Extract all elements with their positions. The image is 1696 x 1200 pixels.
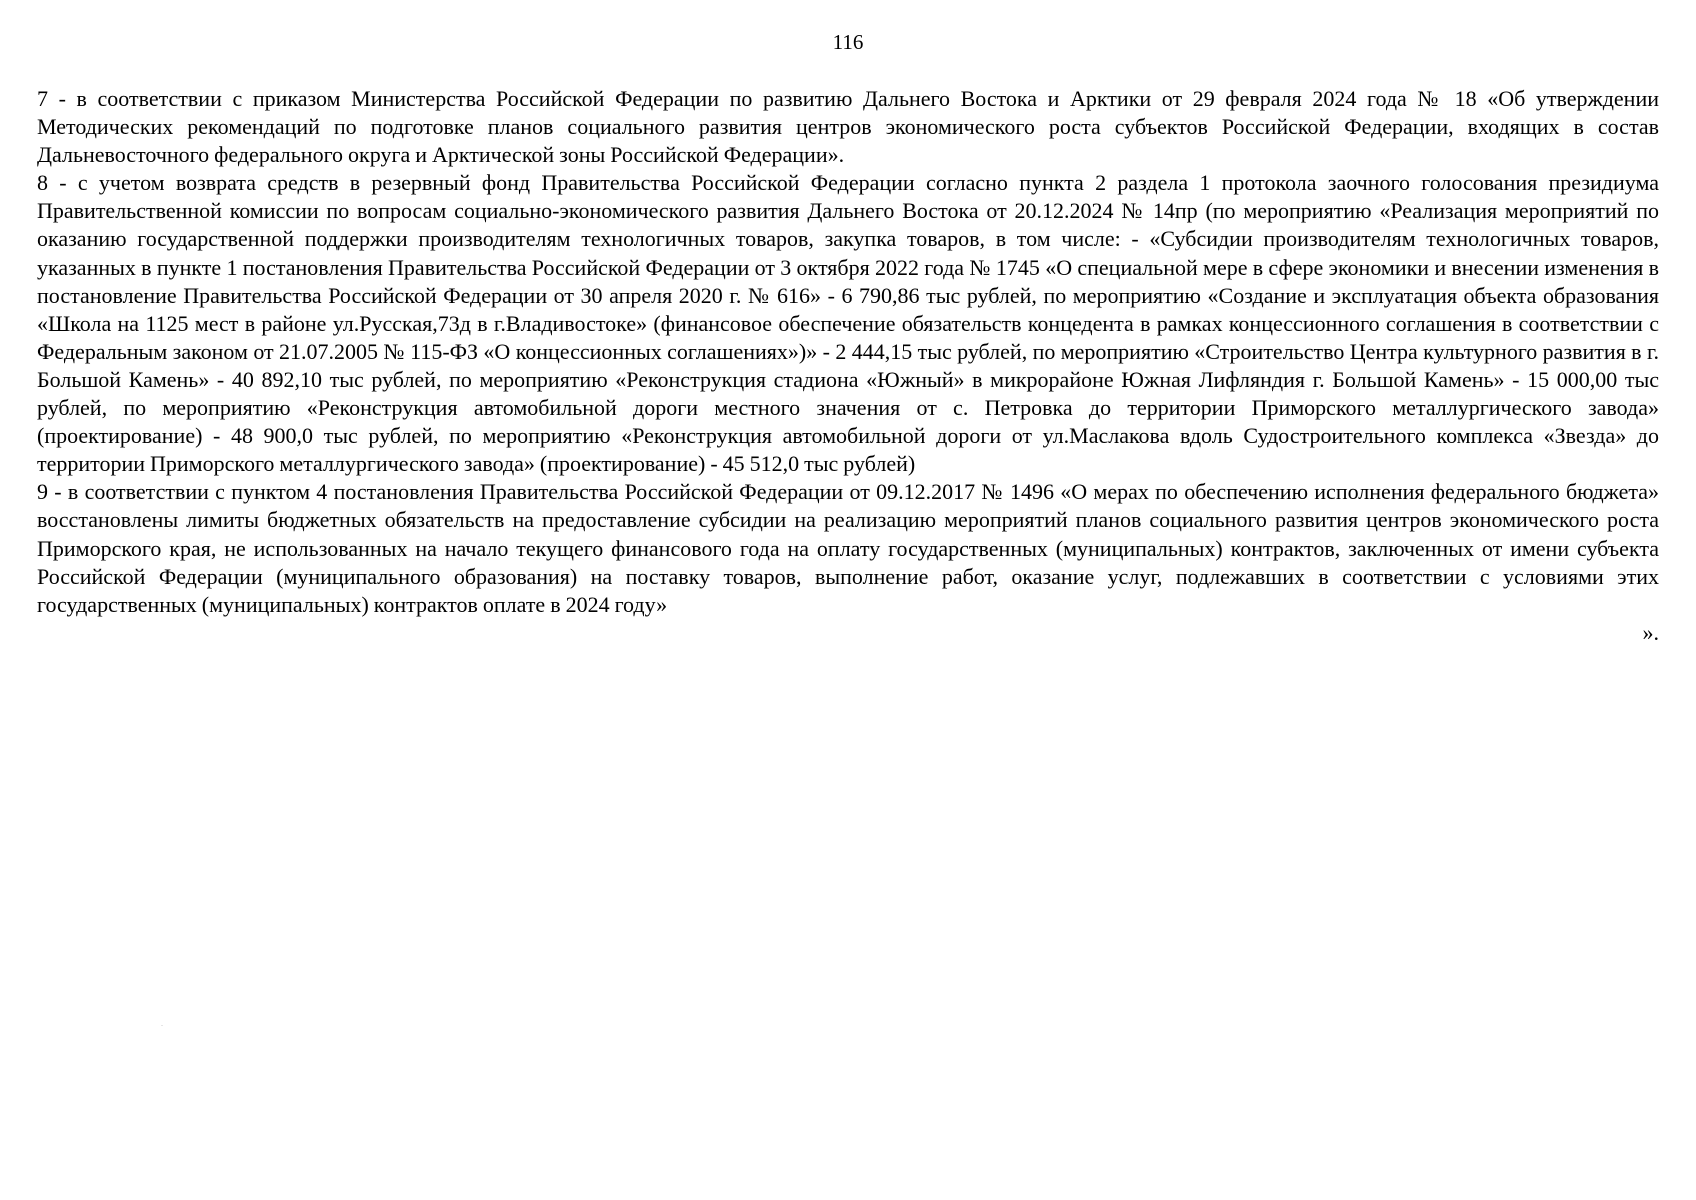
footnotes-block bbox=[37, 85, 1659, 647]
page-number: 116 bbox=[832, 30, 864, 54]
scan-speck bbox=[161, 1025, 163, 1026]
footnote-8: 8 - с учетом возврата средств в резервный фонд Правительства Российской Федерации согласно пункта 2 раздела 1 протокола заочного голосования президиума Правительственной комиссии по вопросам социально-экономического развития Дальнего Востока от 20.12.2024 № 14пр (по мероприятию «Реализация мероприятий по оказанию государственной поддержки производителям технологичных товаров, закупка товаров, в том числе: - «Субсидии производителям технологичных товаров, указанных в пункте 1 постановления Правительства Российской Федерации от 3 октября 2022 года № 1745 «О специальной мере в сфере экономики и внесении изменения в постановление Правительства Российской Федерации от 30 апреля 2020 г. № 616» - 6 790,86 тыс рублей, по мероприятию «Создание и эксплуатация объекта образования «Школа на 1125 мест в районе ул.Русская,73д в г.Владивостоке» (финансовое обеспечение обязательств концедента в рамках концессионного соглашения в соответствии с Федеральным законом от 21.07.2005 № 115-ФЗ «О концессионных соглашениях»)» - 2 444,15 тыс рублей, по мероприятию «Строительство Центра культурного развития в г. Большой Камень» - 40 892,10 тыс рублей, по мероприятию «Реконструкция стадиона «Южный» в микрорайоне Южная Лифляндия г. Большой Камень» - 15 000,00 тыс рублей, по мероприятию «Реконструкция автомобильной дороги местного значения от с. Петровка до территории Приморского металлургического завода» (проектирование) - 48 900,0 тыс рублей, по мероприятию «Реконструкция автомобильной дороги от ул.Маслакова вдоль Судостроительного комплекса «Звезда» до территории Приморского металлургического завода» (проектирование) - 45 512,0 тыс рублей) bbox=[37, 170, 1659, 477]
footnote-7: 7 - в соответствии с приказом Министерства Российской Федерации по развитию Дальнего Востока и Арктики от 29 февраля 2024 года № 18 «Об утверждении Методических рекомендаций по подготовке планов социального развития центров экономического роста субъектов Российской Федерации, входящих в состав Дальневосточного федерального округа и Арктической зоны Российской Федерации». bbox=[37, 86, 1659, 168]
footnote-9: 9 - в соответствии с пунктом 4 постановления Правительства Российской Федерации от 09.12.2017 № 1496 «О мерах по обеспечению исполнения федерального бюджета» восстановлены лимиты бюджетных обязательств на предоставление субсидии на реализацию мероприятий планов социального развития центров экономического роста Приморского края, не использованных на начало текущего финансового года на оплату государственных (муниципальных) контрактов, заключенных от имени субъекта Российской Федерации (муниципального образования) на поставку товаров, выполнение работ, оказание услуг, подлежавших в соответствии с условиями этих государственных (муниципальных) контрактов оплате в 2024 году» bbox=[37, 479, 1659, 617]
closing-quote-mark: ». bbox=[1642, 619, 1659, 645]
